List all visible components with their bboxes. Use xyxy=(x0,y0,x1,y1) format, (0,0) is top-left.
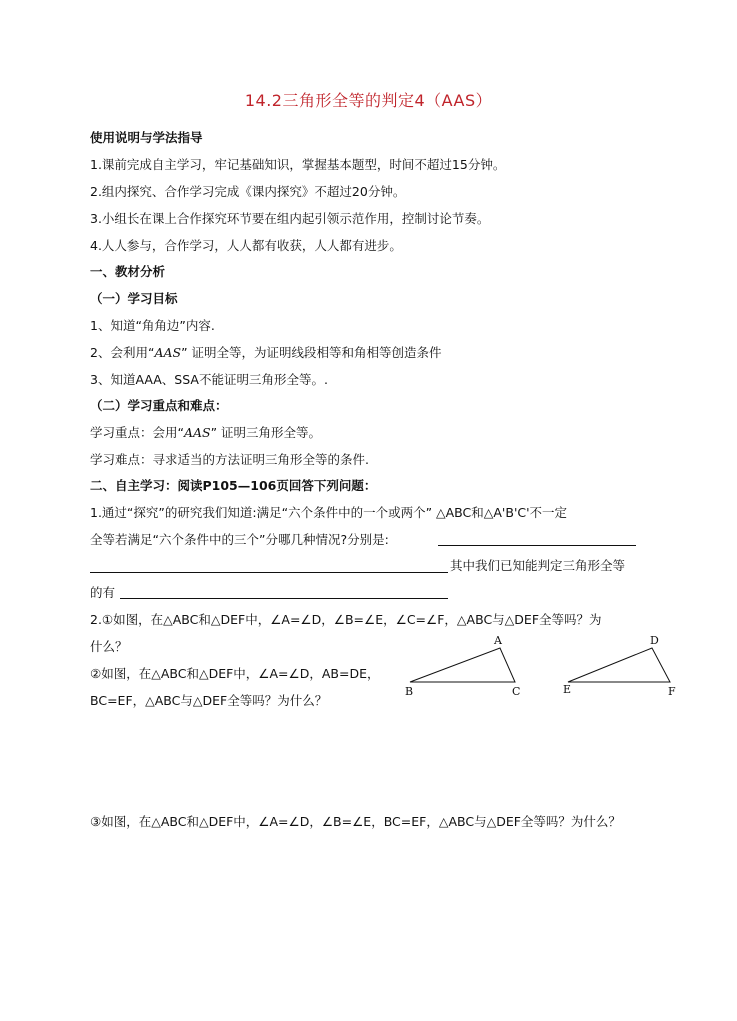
answer-blank[interactable] xyxy=(120,598,448,599)
vertex-label-d: D xyxy=(650,634,659,647)
vertex-label-b: B xyxy=(405,685,414,698)
instructions-heading: 使用说明与学法指导 xyxy=(90,130,203,145)
q1-line-1: 1.通过“探究”的研究我们知道:满足“六个条件中的一个或两个” △ABC和△A'B'C'不一定 xyxy=(90,505,568,520)
difficulty-point: 学习难点：寻求适当的方法证明三角形全等的条件. xyxy=(90,452,369,467)
q2-line-1: 2.①如图，在△ABC和△DEF中，∠A=∠D，∠B=∠E，∠C=∠F，△ABC与△DEF全等吗？为 xyxy=(90,612,602,627)
section2-heading: 二、自主学习：阅读P105—106页回答下列问题： xyxy=(90,478,377,493)
goal-1: 1、知道“角角边”内容. xyxy=(90,318,215,333)
section1-heading: 一、教材分析 xyxy=(90,264,166,279)
goals-heading: （一）学习目标 xyxy=(90,291,178,306)
vertex-label-a: A xyxy=(494,634,502,647)
vertex-label-f: F xyxy=(668,685,676,698)
answer-blank[interactable] xyxy=(90,572,448,573)
instruction-item: 3.小组长在课上合作探究环节要在组内起引领示范作用，控制讨论节奏。 xyxy=(90,211,490,226)
q2b-line-1: ②如图，在△ABC和△DEF中，∠A=∠D，AB=DE， xyxy=(90,666,380,681)
q3: ③如图，在△ABC和△DEF中，∠A=∠D，∠B=∠E，BC=EF，△ABC与△DEF全等吗？为什么？ xyxy=(90,814,621,829)
instruction-item: 1.课前完成自主学习，牢记基础知识，掌握基本题型，时间不超过15分钟。 xyxy=(90,157,506,172)
instruction-item: 2.组内探究、合作学习完成《课内探究》不超过20分钟。 xyxy=(90,184,406,199)
instruction-item: 4.人人参与，合作学习，人人都有收获，人人都有进步。 xyxy=(90,238,402,253)
triangle-def xyxy=(568,648,670,682)
q1-line-3: 其中我们已知能判定三角形全等 xyxy=(450,558,626,573)
page-title: 14.2三角形全等的判定4（AAS） xyxy=(244,91,493,110)
vertex-label-c: C xyxy=(512,685,521,698)
q1-line-4: 的有 xyxy=(90,585,116,600)
q1-line-2: 全等若满足“六个条件中的三个”分哪几种情况?分别是: xyxy=(90,532,389,547)
q2-line-2: 什么？ xyxy=(90,639,128,654)
q2b-line-2: BC=EF，△ABC与△DEF全等吗？为什么？ xyxy=(90,693,328,708)
answer-blank[interactable] xyxy=(438,545,636,546)
vertex-label-e: E xyxy=(563,683,572,696)
goal-3: 3、知道AAA、SSA不能证明三角形全等。. xyxy=(90,372,328,387)
goal-2: 2、会利用“AAS” 证明全等，为证明线段相等和角相等创造条件 xyxy=(90,345,442,360)
key-point: 学习重点：会用“AAS” 证明三角形全等。 xyxy=(90,425,322,440)
triangle-abc xyxy=(410,648,515,682)
focus-heading: （二）学习重点和难点： xyxy=(90,398,228,413)
